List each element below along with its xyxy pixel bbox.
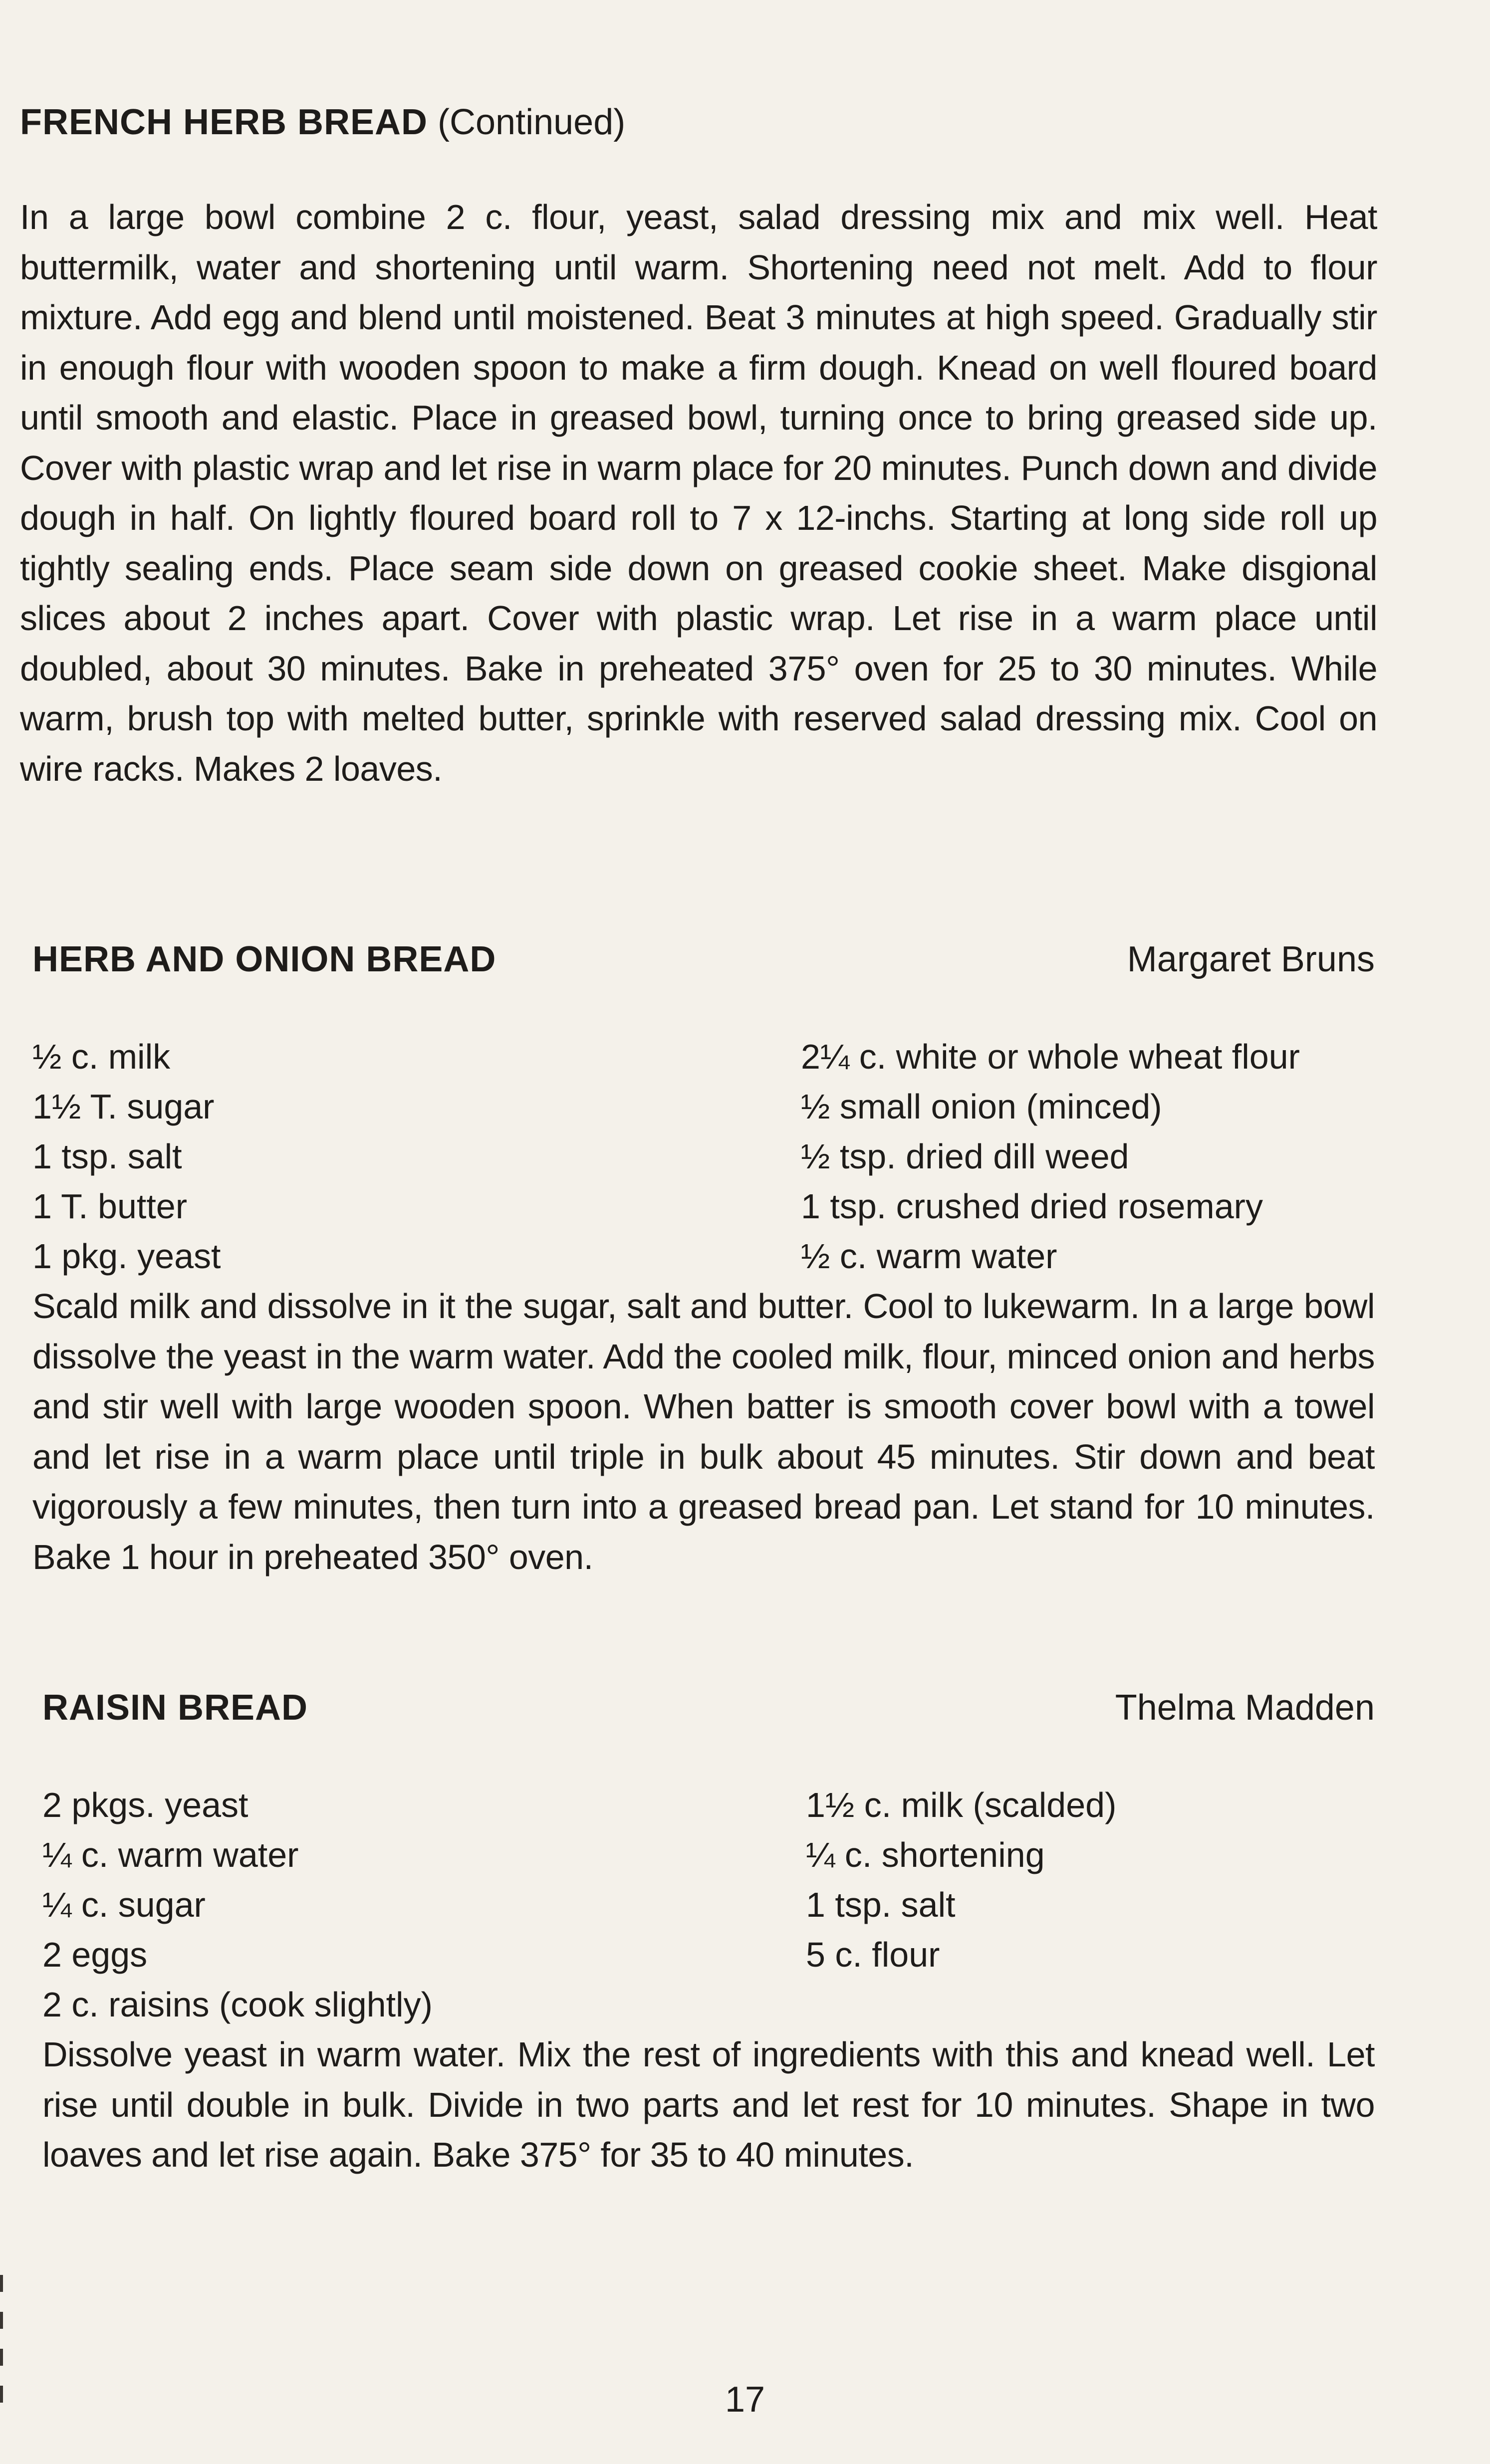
binding-mark [0,2312,3,2329]
raisin-bread-section [42,1683,1375,2180]
ingredient-item: 1½ c. milk (scalded) [806,1786,1117,1824]
recipe-title: FRENCH HERB BREAD [20,102,428,142]
ingredients-right-column [806,1780,1375,2029]
ingredient-item: ¼ c. shortening [806,1835,1045,1874]
ingredient-item: 1 tsp. salt [806,1885,956,1924]
ingredient-item: 1 T. butter [32,1187,188,1226]
raisin-bread-instructions: Dissolve yeast in warm water. Mix the rest of ingredients with this and knead well. Let rise until double in bulk. Divide in two parts and let rest for 10 minutes. Shape in two loaves and let rise again. Bake 375° for 35 to 40 minutes. [42,2035,1375,2174]
herb-onion-bread-instructions: Scald milk and dissolve in it the sugar, salt and butter. Cool to lukewarm. In a large bowl dissolve the yeast in the warm water. Add the cooled milk, flour, minced onion and herbs and stir well with large wooden spoon. When batter is smooth cover bowl with a towel and let rise in a warm place until triple in bulk about 45 minutes. Stir down and beat vigorously a few minutes, then turn into a greased bread pan. Let stand for 10 minutes. Bake 1 hour in preheated 350° oven. [32,1287,1375,1576]
recipe-title: HERB AND ONION BREAD [32,939,497,979]
binding-mark [0,2275,3,2292]
ingredients-left-column [42,1780,806,2029]
recipe-author: Margaret Bruns [1127,939,1375,979]
ingredient-item: 5 c. flour [806,1935,940,1974]
herb-onion-bread-section [32,934,1375,1582]
ingredient-item: ½ tsp. dried dill weed [801,1137,1129,1176]
ingredient-item: 1 tsp. salt [32,1137,182,1176]
french-herb-bread-heading [20,97,625,147]
page-number: 17 [725,2380,765,2420]
binding-marks [0,2275,5,2455]
ingredient-item: 2¼ c. white or whole wheat flour [801,1037,1300,1076]
raisin-bread-heading-row [42,1683,1375,1733]
ingredient-item: ½ small onion (minced) [801,1087,1162,1126]
binding-mark [0,2349,3,2366]
ingredient-item: 2 pkgs. yeast [42,1786,248,1824]
ingredient-item: ½ c. warm water [801,1237,1057,1276]
ingredient-item: 1½ T. sugar [32,1087,215,1126]
ingredient-item: ½ c. milk [32,1037,171,1076]
recipe-author: Thelma Madden [1115,1688,1375,1728]
binding-mark [0,2386,3,2403]
raisin-bread-ingredients [42,1780,1375,2029]
french-herb-bread-section [20,97,1377,794]
ingredients-left-column [32,1032,801,1281]
ingredient-item: 2 c. raisins (cook slightly) [42,1985,433,2024]
herb-onion-bread-heading-row [32,934,1375,984]
continued-label: (Continued) [438,102,626,142]
ingredient-item: ¼ c. warm water [42,1835,299,1874]
french-herb-bread-instructions: In a large bowl combine 2 c. flour, yeast, salad dressing mix and mix well. Heat buttermilk, water and shortening until warm. Shortening need not melt. Add to flour mixture. Add egg and blend until moistened. Beat 3 minutes at high speed. Gradually stir in enough flour with wooden spoon to make a firm dough. Knead on well floured board until smooth and elastic. Place in greased bowl, turning once to bring greased side up. Cover with plastic wrap and let rise in warm place for 20 minutes. Punch down and divide dough in half. On lightly floured board roll to 7 x 12-inchs. Starting at long side roll up tightly sealing ends. Place seam side down on greased cookie sheet. Make disgional slices about 2 inches apart. Cover with plastic wrap. Let rise in a warm place until doubled, about 30 minutes. Bake in preheated 375° oven for 25 to 30 minutes. While warm, brush top with melted butter, sprinkle with reserved salad dressing mix. Cool on wire racks. Makes 2 loaves. [20,198,1377,788]
ingredient-item: 2 eggs [42,1935,148,1974]
herb-onion-ingredients [32,1032,1375,1281]
french-herb-bread-heading-row [20,97,1377,147]
ingredient-item: 1 pkg. yeast [32,1237,221,1276]
ingredient-item: 1 tsp. crushed dried rosemary [801,1187,1263,1226]
recipe-title: RAISIN BREAD [42,1688,308,1728]
ingredients-right-column [801,1032,1375,1281]
ingredient-item: ¼ c. sugar [42,1885,206,1924]
